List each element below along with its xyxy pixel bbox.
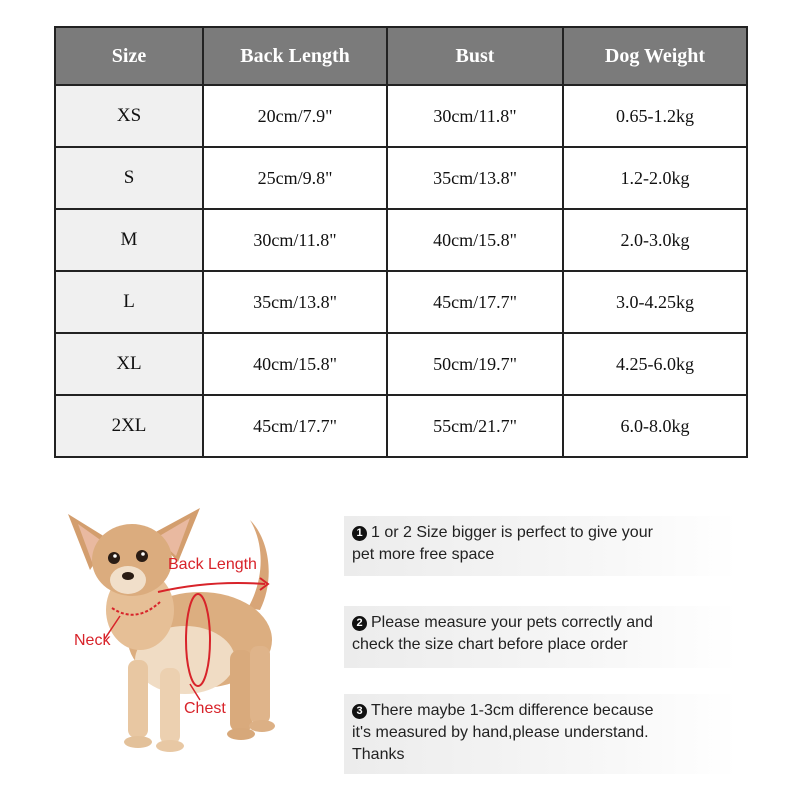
back-length-cell: 35cm/13.8" xyxy=(203,271,387,333)
bust-cell: 40cm/15.8" xyxy=(387,209,563,271)
weight-cell: 3.0-4.25kg xyxy=(563,271,747,333)
weight-cell: 4.25-6.0kg xyxy=(563,333,747,395)
note-line xyxy=(352,612,730,634)
note-2 xyxy=(344,606,738,668)
neck-label: Neck xyxy=(74,632,111,649)
weight-cell: 1.2-2.0kg xyxy=(563,147,747,209)
header-dog-weight: Dog Weight xyxy=(563,27,747,85)
back-length-cell: 40cm/15.8" xyxy=(203,333,387,395)
back-length-cell: 20cm/7.9" xyxy=(203,85,387,147)
number-badge-icon: 2 xyxy=(352,616,367,631)
note-1 xyxy=(344,516,738,576)
note-text: There maybe 1-3cm difference because xyxy=(371,702,654,719)
header-bust: Bust xyxy=(387,27,563,85)
back-length-cell: 45cm/17.7" xyxy=(203,395,387,457)
table-row xyxy=(55,333,747,395)
note-line xyxy=(352,522,730,544)
header-back-length: Back Length xyxy=(203,27,387,85)
bust-cell: 30cm/11.8" xyxy=(387,85,563,147)
note-line xyxy=(352,700,730,722)
chest-label: Chest xyxy=(184,700,226,717)
table-row xyxy=(55,209,747,271)
size-cell: S xyxy=(55,147,203,209)
note-text: Please measure your pets correctly and xyxy=(371,614,653,631)
note-line: it's measured by hand,please understand. xyxy=(352,724,649,741)
size-cell: L xyxy=(55,271,203,333)
note-3 xyxy=(344,694,738,774)
note-line: pet more free space xyxy=(352,546,495,563)
bust-cell: 45cm/17.7" xyxy=(387,271,563,333)
table-row xyxy=(55,395,747,457)
note-line: Thanks xyxy=(352,746,405,763)
back-length-label: Back Length xyxy=(168,556,257,573)
back-length-cell: 25cm/9.8" xyxy=(203,147,387,209)
back-length-cell: 30cm/11.8" xyxy=(203,209,387,271)
bust-cell: 55cm/21.7" xyxy=(387,395,563,457)
size-cell: M xyxy=(55,209,203,271)
weight-cell: 2.0-3.0kg xyxy=(563,209,747,271)
table-row xyxy=(55,85,747,147)
bust-cell: 50cm/19.7" xyxy=(387,333,563,395)
size-cell: XL xyxy=(55,333,203,395)
bust-cell: 35cm/13.8" xyxy=(387,147,563,209)
dog-measurement-illustration xyxy=(50,500,340,770)
size-cell: 2XL xyxy=(55,395,203,457)
table-row xyxy=(55,271,747,333)
table-header-row xyxy=(55,27,747,85)
note-line: check the size chart before place order xyxy=(352,636,628,653)
size-chart-table xyxy=(54,26,748,458)
weight-cell: 0.65-1.2kg xyxy=(563,85,747,147)
note-text: 1 or 2 Size bigger is perfect to give your xyxy=(371,524,653,541)
weight-cell: 6.0-8.0kg xyxy=(563,395,747,457)
header-size: Size xyxy=(55,27,203,85)
number-badge-icon: 1 xyxy=(352,526,367,541)
table-row xyxy=(55,147,747,209)
size-cell: XS xyxy=(55,85,203,147)
number-badge-icon: 3 xyxy=(352,704,367,719)
